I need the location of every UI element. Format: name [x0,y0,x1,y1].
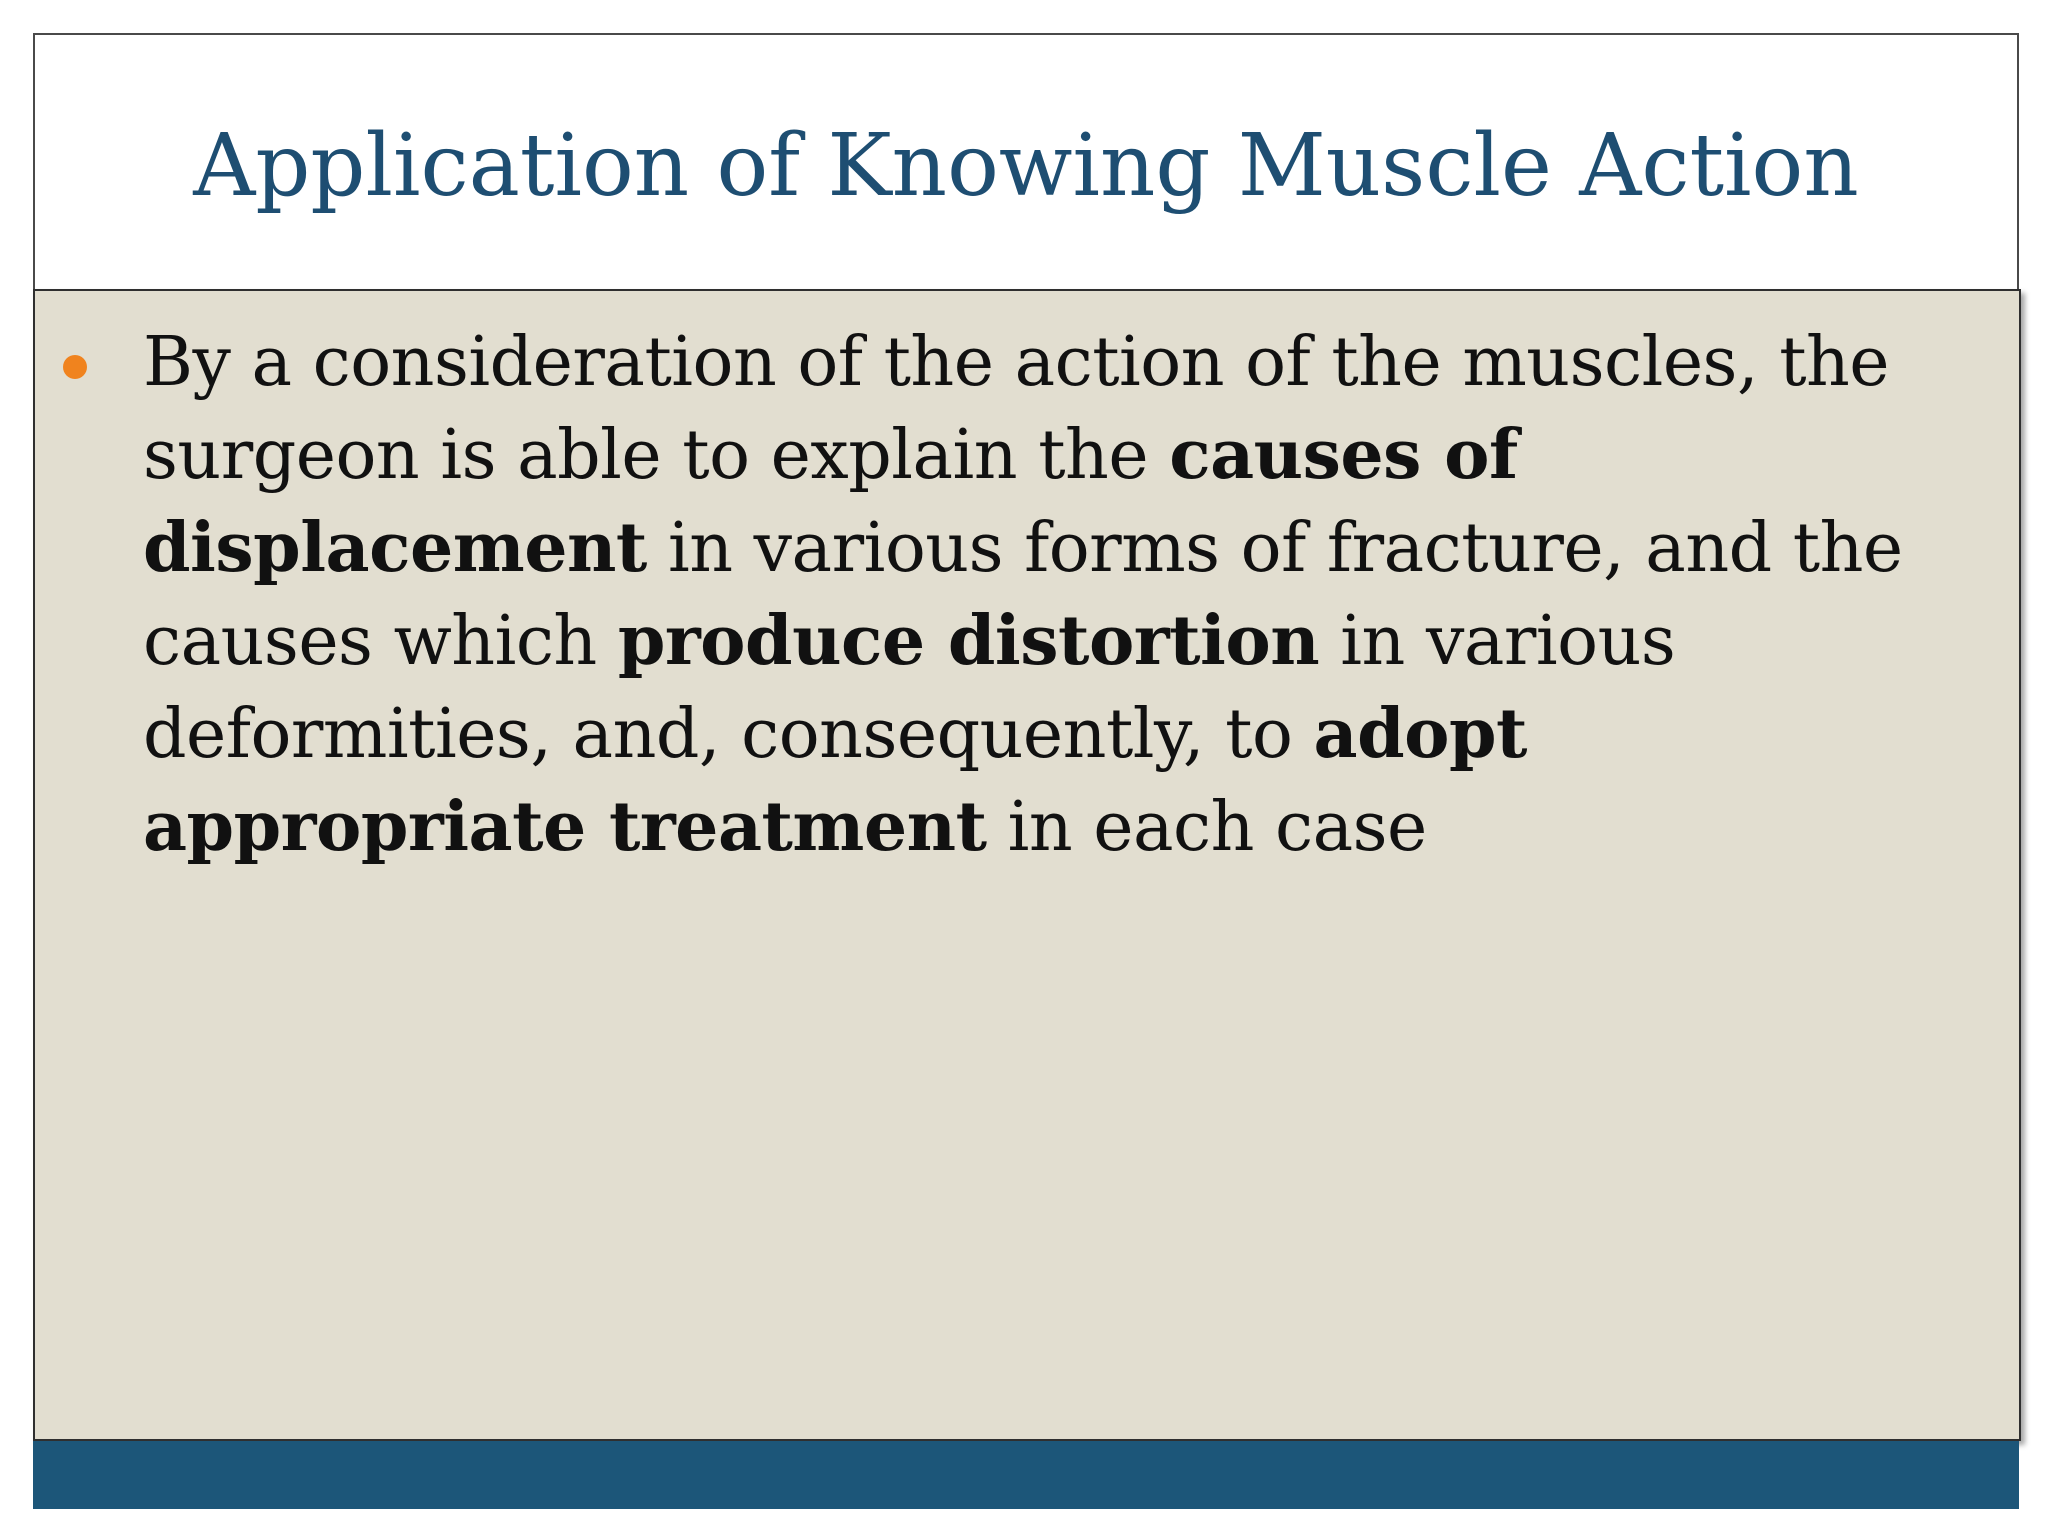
bullet-segment: in various forms of fracture, and the causes which [143,509,1903,681]
bullet-bold-segment: adopt appropriate treatment [143,694,1527,867]
bullet-bold-segment: produce distortion [617,601,1320,681]
content-region [33,289,2021,1441]
title-region [33,33,2019,289]
bullet-segment: By a consideration of the action of the muscles, the surgeon is able to explain the [143,323,1890,495]
bullet-segment: in each case [986,788,1427,867]
bullet-dot-icon [63,355,87,379]
bullet-text [143,317,1963,874]
bullet-item [63,317,1963,874]
footer-bar [33,1441,2019,1509]
slide-title: Application of Knowing Muscle Action [193,115,1859,216]
bullet-segment: in various deformities, and, consequently, to [143,602,1676,774]
bullet-bold-segment: causes of displacement [143,415,1518,588]
